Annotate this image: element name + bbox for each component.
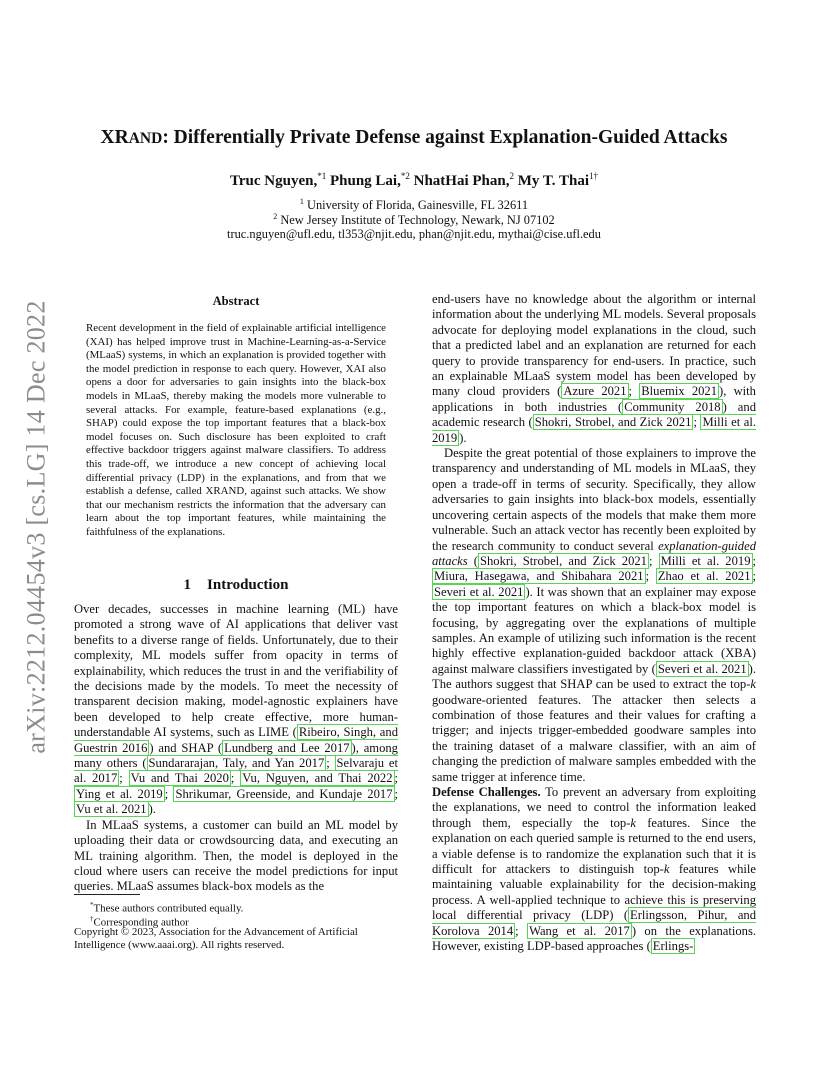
intro-left-column bbox=[74, 602, 398, 895]
affiliation-2: $^2$ New Jersey Institute of Technology, Newark, NJ 07102 bbox=[273, 212, 555, 228]
citation-link[interactable]: Azure 2021 bbox=[563, 384, 627, 399]
citation-link[interactable]: Shrikumar, Greenside, and Kundaje 2017 bbox=[175, 786, 393, 801]
citation-link[interactable]: Milli et al. 2019 bbox=[660, 553, 751, 568]
citation-link[interactable]: Vu et al. 2021 bbox=[76, 802, 147, 817]
citation-link[interactable]: Severi et al. 2021 bbox=[434, 584, 524, 599]
paragraph-heading: Defense Challenges. bbox=[432, 785, 541, 799]
citation-link[interactable]: Milli et al. 2019 bbox=[432, 415, 757, 445]
right-paragraph-3: Defense Challenges. To prevent an adversary from exploiting the explanations, we need to control the information leaked through them, especially the top-k features. Since the explanation on each queried sample is returned to the end users, a viable defense is to randomize the explanation such that it is difficult for attackers to distinguish top-k features while maintaining valuable explainability for the decision-making process. A well-applied technique to achieve this is preserving local differential privacy (LDP) ( Erlingsson, Pihur, and Korolova 2014 ; Wang et al. 2017 ) on the explanations. However, existing LDP-based approaches ( Erlings- bbox=[432, 785, 757, 954]
section-title: Introduction bbox=[207, 577, 289, 593]
citation-link[interactable]: Shokri, Strobel, and Zick 2021 bbox=[479, 553, 647, 568]
author-mark: 1† bbox=[589, 171, 598, 181]
copyright-notice: Copyright © 2023, Association for the Advancement of Artificial Intelligence (www.aaai.org). All rights reserved. bbox=[74, 926, 358, 952]
author-mark: 2 bbox=[509, 171, 514, 181]
author-emails: truc.nguyen@ufl.edu, tl353@njit.edu, phan@njit.edu, mythai@cise.ufl.edu bbox=[227, 227, 601, 241]
citation-link[interactable]: Wang et al. 2017 bbox=[529, 923, 630, 938]
citation-link[interactable]: Community 2018 bbox=[624, 399, 721, 414]
title-first-smallcaps: AND bbox=[128, 130, 163, 147]
section-number: 1 bbox=[183, 577, 192, 593]
citation-link[interactable]: Zhao et al. 2021 bbox=[657, 569, 751, 584]
citation-link[interactable]: Vu, Nguyen, and Thai 2022 bbox=[242, 771, 393, 786]
author-name: Truc Nguyen, bbox=[230, 173, 318, 189]
author-list bbox=[60, 171, 768, 190]
citation-link[interactable]: Sundararajan, Taly, and Yan 2017 bbox=[148, 756, 325, 771]
citation-link[interactable]: Shokri, Strobel, and Zick 2021 bbox=[534, 415, 692, 430]
citation-link[interactable]: Erlingsson, Pihur, and Korolova 2014 bbox=[432, 908, 756, 938]
arxiv-id: arXiv:2212.04454v3 [cs.LG] 14 Dec 2022 bbox=[22, 300, 51, 754]
citation-link[interactable]: Lundberg and Lee 2017 bbox=[224, 740, 350, 755]
author-mark: *2 bbox=[400, 171, 410, 181]
right-paragraph-2: Despite the great potential of those explainers to improve the transparency and understanding of ML models in MLaaS, they open a trade-off in terms of security. Specifically, they allow adversaries to gain insights into black-box models, essentially uncovering certain aspects of the models that make them more vulnerable. Such an attack vector has recently been exploited by the research community to conduct several explanation-guided attacks ( Shokri, Strobel, and Zick 2021 ; Milli et al. 2019 ; Miura, Hasegawa, and Shibahara 2021 ; Zhao et al. 2021 ; Severi et al. 2021 ). It was shown that an explainer may expose the top important features on which a black-box model is focusing, by aggregating over the explanations of multiple samples. An example of utilizing such information is the recent highly effective explanation-guided backdoor attack (XBA) against malware classifiers investigated by ( Severi et al. 2021 ). The authors suggest that SHAP can be used to extract the top-k goodware-oriented features. The attacker then selects a combination of those features and their values for crafting a trigger; and injects trigger-embedded goodware samples into the training dataset of a malware classifier, with an aim of changing the prediction of malware samples embedded with the same trigger at inference time. bbox=[432, 446, 756, 784]
citation-link[interactable]: Vu and Thai 2020 bbox=[130, 771, 229, 786]
citation-link[interactable]: Miura, Hasegawa, and Shibahara 2021 bbox=[434, 569, 644, 584]
author-mark: *1 bbox=[317, 171, 327, 181]
citation-link[interactable]: Ribeiro, Singh, and Guestrin 2016 bbox=[74, 725, 398, 755]
citation-link[interactable]: Bluemix 2021 bbox=[641, 384, 718, 399]
intro-paragraph-1: Over decades, successes in machine learning (ML) have promoted a strong wave of AI applications that deliver vast benefits to a diverse range of fields. Unfortunately, due to their complexity, ML models suffer from opacity in terms of explainability, which reduces the trust in and the verifiability of the decisions made by the models. To meet the necessity of transparent decision making, model-agnostic explainers have been developed to help create effective, more human-understandable AI systems, such as LIME ( Ribeiro, Singh, and Guestrin 2016 ) and SHAP ( Lundberg and Lee 2017 ), among many others ( Sundararajan, Taly, and Yan 2017 ; Selvaraju et al. 2017 ; Vu and Thai 2020 ; Vu, Nguyen, and Thai 2022 ; Ying et al. 2019 ; Shrikumar, Greenside, and Kundaje 2017 ; Vu et al. 2021 ). bbox=[74, 602, 399, 817]
abstract-heading: Abstract bbox=[212, 294, 260, 308]
citation-link[interactable]: Erlings- bbox=[652, 939, 694, 954]
citation-link[interactable]: Selvaraju et al. 2017 bbox=[74, 756, 398, 786]
title-first-cap: XR bbox=[100, 127, 129, 148]
arxiv-identifier-stamp bbox=[22, 282, 52, 772]
footnote-corresponding: †Corresponding author bbox=[90, 915, 189, 929]
citation-link[interactable]: Severi et al. 2021 bbox=[657, 661, 747, 676]
intro-right-column bbox=[432, 292, 756, 954]
author-name: Phung Lai, bbox=[329, 173, 401, 189]
section-heading bbox=[74, 577, 398, 594]
citation-link[interactable]: Ying et al. 2019 bbox=[76, 786, 163, 801]
footnote-equal-contribution: *These authors contributed equally. bbox=[90, 901, 244, 915]
title-rest: : Differentially Private Defense against Explanation-Guided Attacks bbox=[162, 127, 728, 148]
author-name: My T. Thai bbox=[517, 173, 589, 189]
intro-paragraph-2: In MLaaS systems, a customer can build an ML model by uploading their data or crowdsourcing data, and executing an ML training algorithm. Then, the model is deployed in the cloud where users can receive the model predictions for input queries. MLaaS assumes black-box models as the bbox=[74, 817, 398, 894]
footnote-rule bbox=[74, 894, 140, 895]
author-name: NhatHai Phan, bbox=[413, 173, 510, 189]
right-paragraph-1: end-users have no knowledge about the algorithm or internal information about the underlying ML models. Several proposals advocate for deploying model explanations in the cloud, such that a predicted label and an explanation are returned for each query to provide transparency for end-users. In practice, such an explainable MLaaS system model has been developed by many cloud providers ( Azure 2021 ; Bluemix 2021 ), with applications in both industries ( Community 2018 ) and academic research ( Shokri, Strobel, and Zick 2021 ; Milli et al. 2019 ). bbox=[432, 292, 757, 445]
affiliation-1: $^1$ University of Florida, Gainesville, FL 32611 bbox=[299, 197, 529, 213]
paper-title bbox=[60, 127, 768, 149]
abstract-body: Recent development in the field of explainable artificial intelligence (XAI) has helped improve trust in Machine-Learning-as-a-Service (MLaaS) systems, in which an explanation is provided together with the model prediction in response to each query. However, XAI also opens a door for adversaries to gain insights into the black-box models in MLaaS, thereby making the models more vulnerable to several attacks. For example, feature-based explanations (e.g., SHAP) could expose the top important features that a black-box model focuses on. Such disclosure has been exploited to craft effective backdoor triggers against malware classifiers. To address this trade-off, we introduce a new concept of achieving local differential privacy (LDP) in the explanations, and from that we establish a defense, called XRAND, against such attacks. We show that our mechanism restricts the information that the adversary can learn about the top important features, while maintaining the faithfulness of the explanations. bbox=[86, 322, 386, 538]
